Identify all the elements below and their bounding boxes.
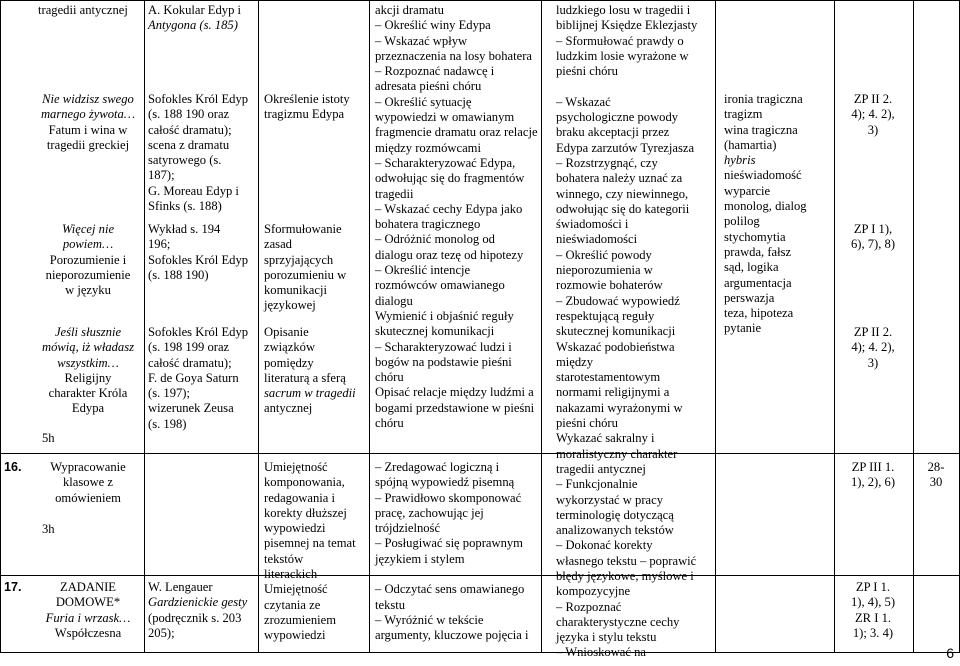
- goal-line: związków: [264, 340, 316, 355]
- skill-line: językiem i stylem: [375, 551, 465, 566]
- readings-d: [148, 580, 247, 641]
- topic-line: charakter Króla: [48, 386, 128, 401]
- readings-c: [148, 325, 248, 432]
- goal-line: wypowiedzi: [264, 628, 326, 643]
- skill-line: – Określić intencje: [375, 263, 471, 278]
- topic-line: Współczesna: [54, 625, 122, 640]
- term-line: stychomytia: [724, 229, 786, 244]
- term-line: nieświadomość: [724, 168, 802, 183]
- goal-line: korekty dłuższej: [264, 505, 347, 520]
- standard-line: 1); 3. 4): [852, 625, 894, 640]
- topic-porozumienie: [36, 222, 140, 298]
- reading-line: Sofokles Król Edyp: [148, 252, 249, 267]
- skill-line: – Posługiwać się poprawnym: [375, 536, 523, 551]
- reading-line: Sfinks (s. 188): [148, 199, 222, 214]
- skill-line: skutecznej komunikacji: [375, 324, 495, 339]
- skill-line: – Prawidłowo skomponować: [375, 490, 522, 505]
- table-border-top: [0, 0, 960, 1]
- skill-line: przeznaczenia na losy bohatera: [375, 48, 532, 63]
- outcome-line: bohatera należy uznać za: [556, 171, 683, 186]
- standard-line: ZP II 2.: [853, 92, 893, 106]
- goal-line: językowej: [264, 298, 316, 313]
- goal-line: sacrum w tragedii: [264, 386, 356, 401]
- skill-line: tragedii: [375, 186, 414, 201]
- goal-line: porozumieniu w: [264, 267, 347, 282]
- outcome-line: – Funkcjonalnie: [556, 477, 638, 492]
- outcome-line: moralistyczny charakter: [556, 446, 678, 461]
- goal-line: literaturą a sferą: [264, 370, 346, 385]
- goal-line: pisemnej na temat: [264, 536, 356, 551]
- reading-line: W. Lengauer: [148, 580, 213, 594]
- reading-line: Antygona (s. 185): [148, 18, 238, 33]
- outcome-line: języka i stylu tekstu: [556, 630, 657, 645]
- outcome-line: rozmowie bohaterów: [556, 278, 663, 293]
- topic-religijny: [36, 325, 140, 417]
- skill-line: między rozmówcami: [375, 140, 481, 155]
- term-line: wina tragiczna: [724, 122, 798, 137]
- topic-line: Fatum i wina w: [48, 122, 128, 137]
- term-line: argumentacja: [724, 275, 792, 290]
- reading-line: satyrowego (s.: [148, 153, 222, 168]
- outcome-line: [556, 79, 697, 94]
- standard-line: 3): [867, 122, 879, 137]
- topic-line: Więcej nie: [61, 222, 115, 236]
- goal-line: literackich: [264, 567, 318, 582]
- readings-b: [148, 222, 248, 283]
- goals-b: [264, 222, 346, 314]
- term-line: pytanie: [724, 321, 762, 336]
- standards-c: [836, 325, 910, 371]
- topic-line: Furia i wrzask…: [45, 610, 131, 625]
- row-number-16: 16.: [4, 460, 22, 474]
- goal-line: wypowiedzi: [264, 521, 326, 536]
- reading-line: (s. 197);: [148, 386, 190, 401]
- outcome-line: terminologię dotyczącą: [556, 507, 674, 522]
- skills-a: [375, 3, 538, 431]
- skill-line: akcji dramatu: [375, 3, 444, 17]
- skill-line: wypowiedzi w omawianym: [375, 110, 515, 125]
- outcome-line: odwołując się do kategorii: [556, 201, 690, 216]
- standard-line: 1), 2), 6): [850, 475, 896, 490]
- row-number-17: 17.: [4, 580, 22, 594]
- skill-line: – Wskazać cechy Edypa jako: [375, 201, 523, 216]
- topic-line: ZADANIE: [60, 580, 116, 594]
- topic-line: tragedii greckiej: [46, 137, 130, 152]
- outcome-line: błędy językowe, myślowe i: [556, 568, 694, 583]
- term-line: polilog: [724, 214, 760, 229]
- outcome-line: biblijnej Księdze Eklezjasty: [556, 18, 698, 33]
- reading-line: Sofokles Król Edyp: [148, 92, 249, 106]
- goal-line: tragizmu Edypa: [264, 107, 345, 122]
- outcome-line: charakterystyczne cechy: [556, 614, 680, 629]
- goal-line: antycznej: [264, 401, 313, 416]
- term-line: ironia tragiczna: [724, 92, 803, 106]
- topic-line: wszystkim…: [57, 355, 119, 370]
- topic-line: mówią, iż władasz: [41, 340, 135, 355]
- standards-d: [836, 460, 910, 491]
- page-number: 6: [946, 645, 954, 661]
- reading-line: całość dramatu);: [148, 355, 232, 370]
- outcome-line: – Określić powody: [556, 247, 652, 262]
- topic-fatum: [36, 92, 140, 153]
- goal-line: komunikacji: [264, 283, 327, 298]
- goal-line: Opisanie: [264, 325, 309, 339]
- standard-line: 1), 4), 5): [850, 595, 896, 610]
- skill-line: [375, 567, 529, 582]
- term-line: hybris: [724, 153, 756, 168]
- outcome-line: – Rozpoznać: [556, 599, 622, 614]
- col-divider: [258, 0, 259, 652]
- topic-wypracowanie: [36, 460, 140, 506]
- skill-line: pracę, zachowując jej: [375, 505, 484, 520]
- outcome-line: Wykazać sakralny i: [556, 431, 655, 446]
- topic-line: w języku: [65, 283, 111, 298]
- standard-line: ZP I 1.: [855, 580, 891, 594]
- goals-c: [264, 325, 356, 417]
- outcome-line: winnego, czy niewinnego,: [556, 186, 689, 201]
- skill-line: – Scharakteryzować ludzi i: [375, 339, 512, 354]
- outcome-line: świadomości i: [556, 217, 629, 232]
- outcomes-a: [556, 3, 697, 661]
- skill-line: – Wyróżnić w tekście: [375, 612, 484, 627]
- reading-line: (podręcznik s. 203: [148, 610, 242, 625]
- skill-line: trójdzielność: [375, 521, 441, 536]
- reading-line: A. Kokular Edyp i: [148, 3, 242, 17]
- skill-line: – Rozpoznać nadawcę i: [375, 64, 495, 79]
- topic-line: klasowe z: [62, 475, 113, 490]
- reading-line: F. de Goya Saturn: [148, 370, 239, 385]
- skill-line: – Określić sytuację: [375, 94, 472, 109]
- skill-line: rozmówców omawianego: [375, 278, 505, 293]
- outcome-line: pieśni chóru: [556, 416, 618, 431]
- topic-line: nieporozumienie: [45, 267, 131, 282]
- standard-line: 4); 4. 2),: [851, 107, 895, 122]
- col-divider: [913, 0, 914, 652]
- skill-line: – Scharakteryzować Edypa,: [375, 155, 516, 170]
- term-line: sąd, logika: [724, 260, 779, 275]
- reading-line: wizerunek Zeusa: [148, 401, 234, 416]
- goal-line: zasad: [264, 237, 292, 252]
- outcome-line: Edypa zarzutów Tyrezjasza: [556, 140, 695, 155]
- term-line: wyparcie: [724, 183, 771, 198]
- topic-line: Porozumienie i: [49, 252, 127, 267]
- goal-line: tekstów: [264, 551, 304, 566]
- skill-line: chóru: [375, 416, 404, 431]
- goal-line: Określenie istoty: [264, 92, 350, 106]
- standards-e: [836, 580, 910, 641]
- goal-line: Sformułowanie: [264, 222, 342, 236]
- col-divider: [369, 0, 370, 652]
- skill-line: Wymienić i objaśnić reguły: [375, 308, 514, 323]
- skill-line: fragmencie dramatu oraz relacje: [375, 125, 538, 140]
- standard-line: ZP I 1),: [853, 222, 893, 236]
- outcome-line: – Dokonać korekty: [556, 538, 653, 553]
- outcome-line: – Sformułować prawdy o: [556, 33, 684, 48]
- terms: [724, 92, 807, 337]
- skill-line: bogami przedstawione w pieśni: [375, 400, 535, 415]
- skill-line: dialogu oraz tezę od hipotezy: [375, 247, 524, 262]
- skill-line: chóru: [375, 370, 404, 385]
- pages-col: [915, 460, 957, 491]
- topic-line: Edypa: [71, 401, 105, 416]
- standards-a: [836, 92, 910, 138]
- outcome-line: własnego tekstu – poprawić: [556, 553, 697, 568]
- outcome-line: ludzkim losie wyrażone w: [556, 48, 689, 63]
- outcome-line: nieświadomości: [556, 232, 638, 247]
- page-range-line: 28-: [927, 460, 945, 474]
- outcome-line: – Wnioskować na: [556, 645, 647, 660]
- col1-top-text: [38, 3, 128, 18]
- goal-line: redagowania i: [264, 490, 335, 505]
- topic-line: powiem…: [62, 237, 114, 252]
- reading-line: (s. 188 190 oraz: [148, 107, 230, 122]
- skills-b: [375, 460, 529, 644]
- goal-line: sprzyjających: [264, 252, 334, 267]
- outcome-line: – Wskazać: [556, 94, 611, 109]
- reading-line: (s. 198 199 oraz: [148, 340, 230, 355]
- hours-b: [42, 522, 55, 537]
- reading-line: Gardzienickie gesty: [148, 595, 248, 610]
- goal-line: czytania ze: [264, 597, 321, 612]
- hours-a: [42, 431, 55, 446]
- table-border-left: [0, 0, 1, 652]
- outcome-line: analizowanych tekstów: [556, 523, 674, 538]
- outcome-line: między: [556, 354, 594, 369]
- reading-line: 187);: [148, 168, 175, 183]
- reading-line: Wykład s. 194: [148, 222, 221, 236]
- topic-line: marnego żywota…: [40, 107, 136, 122]
- outcome-line: respektującą reguły: [556, 308, 655, 323]
- term-line: perswazja: [724, 290, 775, 305]
- topic-line: DOMOWE*: [55, 595, 121, 610]
- standard-line: ZP II 2.: [853, 325, 893, 339]
- term-line: (hamartia): [724, 137, 777, 152]
- skill-line: argumenty, kluczowe pojęcia i: [375, 628, 529, 643]
- col2-top: [148, 3, 241, 34]
- skill-line: – Odczytać sens omawianego: [375, 582, 525, 597]
- outcome-line: starotestamentowym: [556, 370, 661, 385]
- reading-line: 205);: [148, 625, 175, 640]
- standard-line: ZP III 1.: [851, 460, 895, 474]
- goal-line: komponowania,: [264, 475, 345, 490]
- standard-line: ZR I 1.: [854, 610, 892, 625]
- col-divider: [541, 0, 542, 652]
- col-divider: [834, 0, 835, 652]
- reading-line: scena z dramatu: [148, 137, 230, 152]
- skill-line: – Wskazać wpływ: [375, 33, 468, 48]
- standard-line: 4); 4. 2),: [851, 340, 895, 355]
- readings-a: [148, 92, 248, 214]
- term-line: teza, hipoteza: [724, 306, 794, 321]
- reading-line: Sofokles Król Edyp: [148, 325, 249, 339]
- term-line: monolog, dialog: [724, 199, 807, 214]
- standard-line: 3): [867, 355, 879, 370]
- skill-line: dialogu: [375, 293, 413, 308]
- page-range-line: 30: [929, 475, 943, 490]
- reading-line: (s. 188 190): [148, 267, 209, 282]
- outcome-line: psychologiczne powody: [556, 110, 679, 125]
- skill-line: odwołując się do fragmentów: [375, 171, 525, 186]
- topic-line: Religijny: [64, 370, 112, 385]
- reading-line: (s. 198): [148, 416, 187, 431]
- topic-line: omówieniem: [55, 490, 121, 505]
- outcome-line: – Zbudować wypowiedź: [556, 293, 680, 308]
- skill-line: spójną wypowiedź pisemną: [375, 475, 515, 490]
- outcome-line: wykorzystać w pracy: [556, 492, 664, 507]
- outcome-line: Wskazać podobieństwa: [556, 339, 675, 354]
- reading-line: G. Moreau Edyp i: [148, 183, 239, 198]
- standards-b: [836, 222, 910, 253]
- topic-line: Nie widzisz swego: [42, 92, 134, 106]
- outcome-line: nieporozumienia w: [556, 263, 653, 278]
- col-divider: [144, 0, 145, 652]
- reading-line: 196;: [148, 237, 171, 252]
- reading-line: całość dramatu);: [148, 122, 232, 137]
- goal-line: Umiejętność: [264, 582, 328, 597]
- outcome-line: normami religijnymi a: [556, 385, 670, 400]
- skill-line: adresata pieśni chóru: [375, 79, 482, 94]
- outcome-line: nakazami wyrażonymi w: [556, 400, 683, 415]
- skill-line: bogów na podstawie pieśni: [375, 354, 512, 369]
- skill-line: – Odróżnić monolog od: [375, 232, 495, 247]
- hours-label: 5h: [42, 431, 55, 445]
- skill-line: tekstu: [375, 597, 406, 612]
- goal-line: Umiejętność: [264, 460, 328, 474]
- outcome-line: skutecznej komunikacji: [556, 324, 676, 339]
- col-divider: [715, 0, 716, 652]
- term-line: prawda, fałsz: [724, 244, 792, 259]
- skill-line: bohatera tragicznego: [375, 217, 481, 232]
- outcome-line: ludzkiego losu w tragedii i: [556, 3, 691, 17]
- outcome-line: – Rozstrzygnąć, czy: [556, 155, 658, 170]
- goal-line: zrozumieniem: [264, 612, 337, 627]
- topic-line: Wypracowanie: [50, 460, 126, 474]
- col1-top-line: tragedii antycznej: [38, 3, 128, 17]
- skill-line: Opisać relacje między ludźmi a: [375, 385, 534, 400]
- table-border-bottom: [0, 652, 960, 653]
- hours-label: 3h: [42, 522, 55, 536]
- outcome-line: tragedii antycznej: [556, 461, 646, 476]
- standard-line: 6), 7), 8): [850, 237, 896, 252]
- skill-line: – Zredagować logiczną i: [375, 460, 500, 474]
- outcome-line: kompozycyjne: [556, 584, 631, 599]
- topic-line: Jeśli słusznie: [54, 325, 122, 339]
- row-divider: [0, 453, 960, 454]
- goals-a: [264, 92, 350, 123]
- term-line: tragizm: [724, 107, 763, 122]
- goals-d: [264, 460, 356, 644]
- goal-line: pomiędzy: [264, 355, 314, 370]
- topic-zadanie: [36, 580, 140, 641]
- skill-line: – Określić winy Edypa: [375, 18, 491, 33]
- outcome-line: pieśni chóru: [556, 64, 618, 79]
- outcome-line: braku akceptacji przez: [556, 125, 670, 140]
